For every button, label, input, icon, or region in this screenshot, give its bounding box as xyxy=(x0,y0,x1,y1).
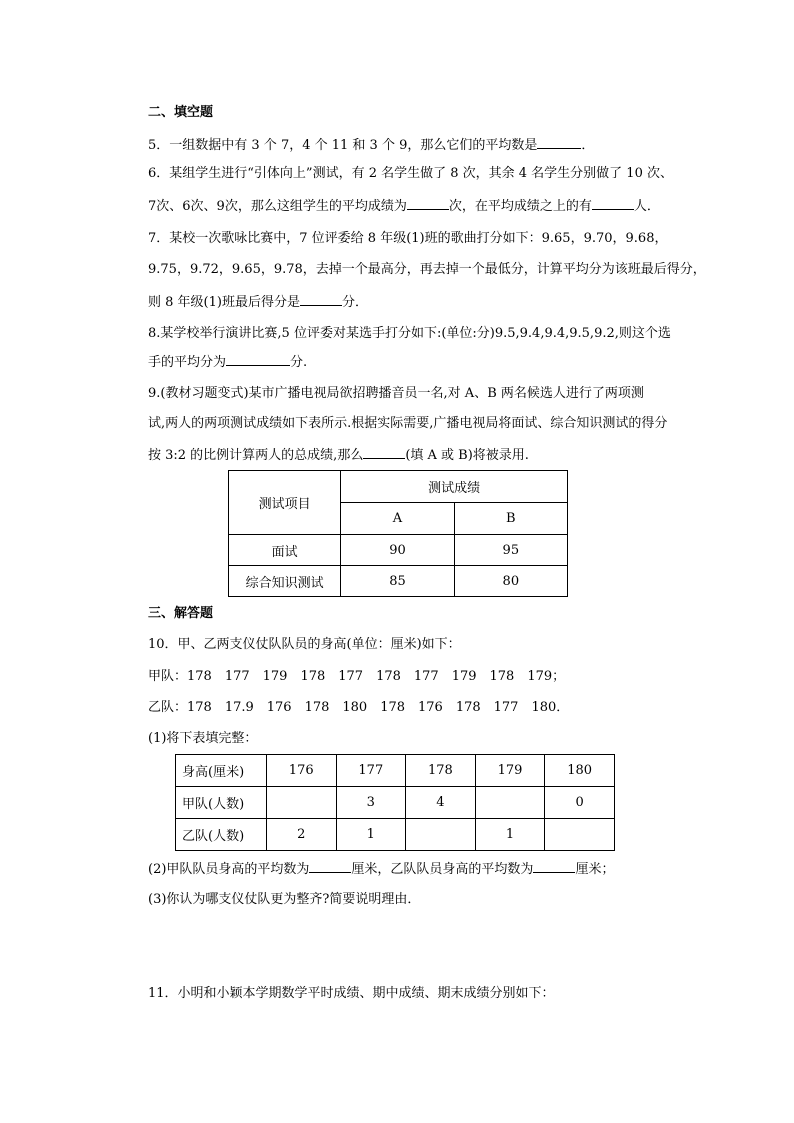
question-7-line-3: 则 8 年级(1)班最后得分是 分． xyxy=(148,291,368,313)
answer-blank xyxy=(407,195,449,210)
question-10-team-yi: 乙队：178 17.9 176 178 180 178 176 178 177 180． xyxy=(148,700,570,715)
question-5: 5．一组数据中有 3 个 7，4 个 11 和 3 个 9，那么它们的平均数是 ． xyxy=(148,134,594,156)
answer-blank xyxy=(363,444,405,459)
table-header-cell: 179 xyxy=(475,755,545,787)
table-cell: 3 xyxy=(336,787,406,819)
table-header-a: A xyxy=(341,503,454,535)
table-row xyxy=(229,566,568,597)
question-10-intro: 10．甲、乙两支仪仗队队员的身高(单位：厘米)如下： xyxy=(148,637,461,652)
question-6-line-2: 7次、6次、9次，那么这组学生的平均成绩为 次，在平均成绩之上的有 人． xyxy=(148,195,660,217)
table-header-row xyxy=(176,755,615,787)
question-10-team-jia: 甲队：178 177 179 178 177 178 177 179 178 179； xyxy=(148,669,566,684)
table-cell-label: 面试 xyxy=(229,535,341,566)
table-cell xyxy=(545,819,615,851)
table-cell xyxy=(266,787,336,819)
table-header-cell: 180 xyxy=(545,755,615,787)
table-header-item: 测试项目 xyxy=(229,471,341,535)
table-header-b: B xyxy=(454,503,567,535)
question-10-part-3: (3)你认为哪支仪仗队更为整齐?简要说明理由． xyxy=(148,892,421,907)
table-cell: 85 xyxy=(341,566,454,597)
question-7-line-1: 7．某校一次歌咏比赛中，7 位评委给 8 年级(1)班的歌曲打分如下：9.65，9.70，9.68， xyxy=(148,231,668,246)
answer-blank xyxy=(300,291,342,306)
section-heading-fill-blank: 二、填空题 xyxy=(148,105,214,120)
table-header-cell: 178 xyxy=(406,755,476,787)
table-cell xyxy=(475,787,545,819)
table-row xyxy=(176,819,615,851)
table-cell: 2 xyxy=(266,819,336,851)
table-cell xyxy=(406,819,476,851)
table-header-cell: 177 xyxy=(336,755,406,787)
table-row xyxy=(176,787,615,819)
question-11: 11．小明和小颖本学期数学平时成绩、期中成绩、期末成绩分别如下： xyxy=(148,986,555,1001)
table-header-cell: 身高(厘米) xyxy=(176,755,267,787)
question-7-line-2: 9.75，9.72，9.65，9.78，去掉一个最高分，再去掉一个最低分，计算平均分为该班最后得分， xyxy=(148,262,706,277)
question-10-part-2: (2)甲队队员身高的平均数为 厘米，乙队队员身高的平均数为 厘米； xyxy=(148,858,614,880)
answer-blank xyxy=(309,858,351,873)
table-cell: 4 xyxy=(406,787,476,819)
section-heading-answer: 三、解答题 xyxy=(148,606,214,621)
answer-blank xyxy=(533,858,575,873)
table-header-cell: 176 xyxy=(266,755,336,787)
answer-blank xyxy=(537,134,581,149)
question-10-part-1: (1)将下表填完整： xyxy=(148,731,258,746)
question-9-line-3: 按 3:2 的比例计算两人的总成绩,那么 (填 A 或 B)将被录用. xyxy=(148,444,529,466)
table-cell: 80 xyxy=(454,566,567,597)
question-9-line-1: 9.(教材习题变式)某市广播电视局欲招聘播音员一名,对 A、B 两名候选人进行了两项测 xyxy=(148,386,644,401)
table-header-score: 测试成绩 xyxy=(341,471,568,503)
table-cell: 1 xyxy=(336,819,406,851)
table-cell-label: 乙队(人数) xyxy=(176,819,267,851)
table-row xyxy=(229,535,568,566)
table-cell-label: 甲队(人数) xyxy=(176,787,267,819)
table-cell: 0 xyxy=(545,787,615,819)
question-9-line-2: 试,两人的两项测试成绩如下表所示.根据实际需要,广播电视局将面试、综合知识测试的得分 xyxy=(148,416,668,431)
table-cell: 1 xyxy=(475,819,545,851)
question-8-line-2: 手的平均分为 分. xyxy=(148,351,307,373)
table-cell: 95 xyxy=(454,535,567,566)
table-cell: 90 xyxy=(341,535,454,566)
answer-blank xyxy=(226,351,290,366)
question-8-line-1: 8.某学校举行演讲比赛,5 位评委对某选手打分如下:(单位:分)9.5,9.4,9.4,9.5,9.2,则这个选 xyxy=(148,326,671,341)
question-6-line-1: 6．某组学生进行“引体向上”测试，有 2 名学生做了 8 次，其余 4 名学生分别做了 10 次、 xyxy=(148,166,673,181)
height-count-table xyxy=(175,754,615,851)
table-cell-label: 综合知识测试 xyxy=(229,566,341,597)
test-score-table xyxy=(228,470,568,597)
answer-blank xyxy=(592,195,634,210)
